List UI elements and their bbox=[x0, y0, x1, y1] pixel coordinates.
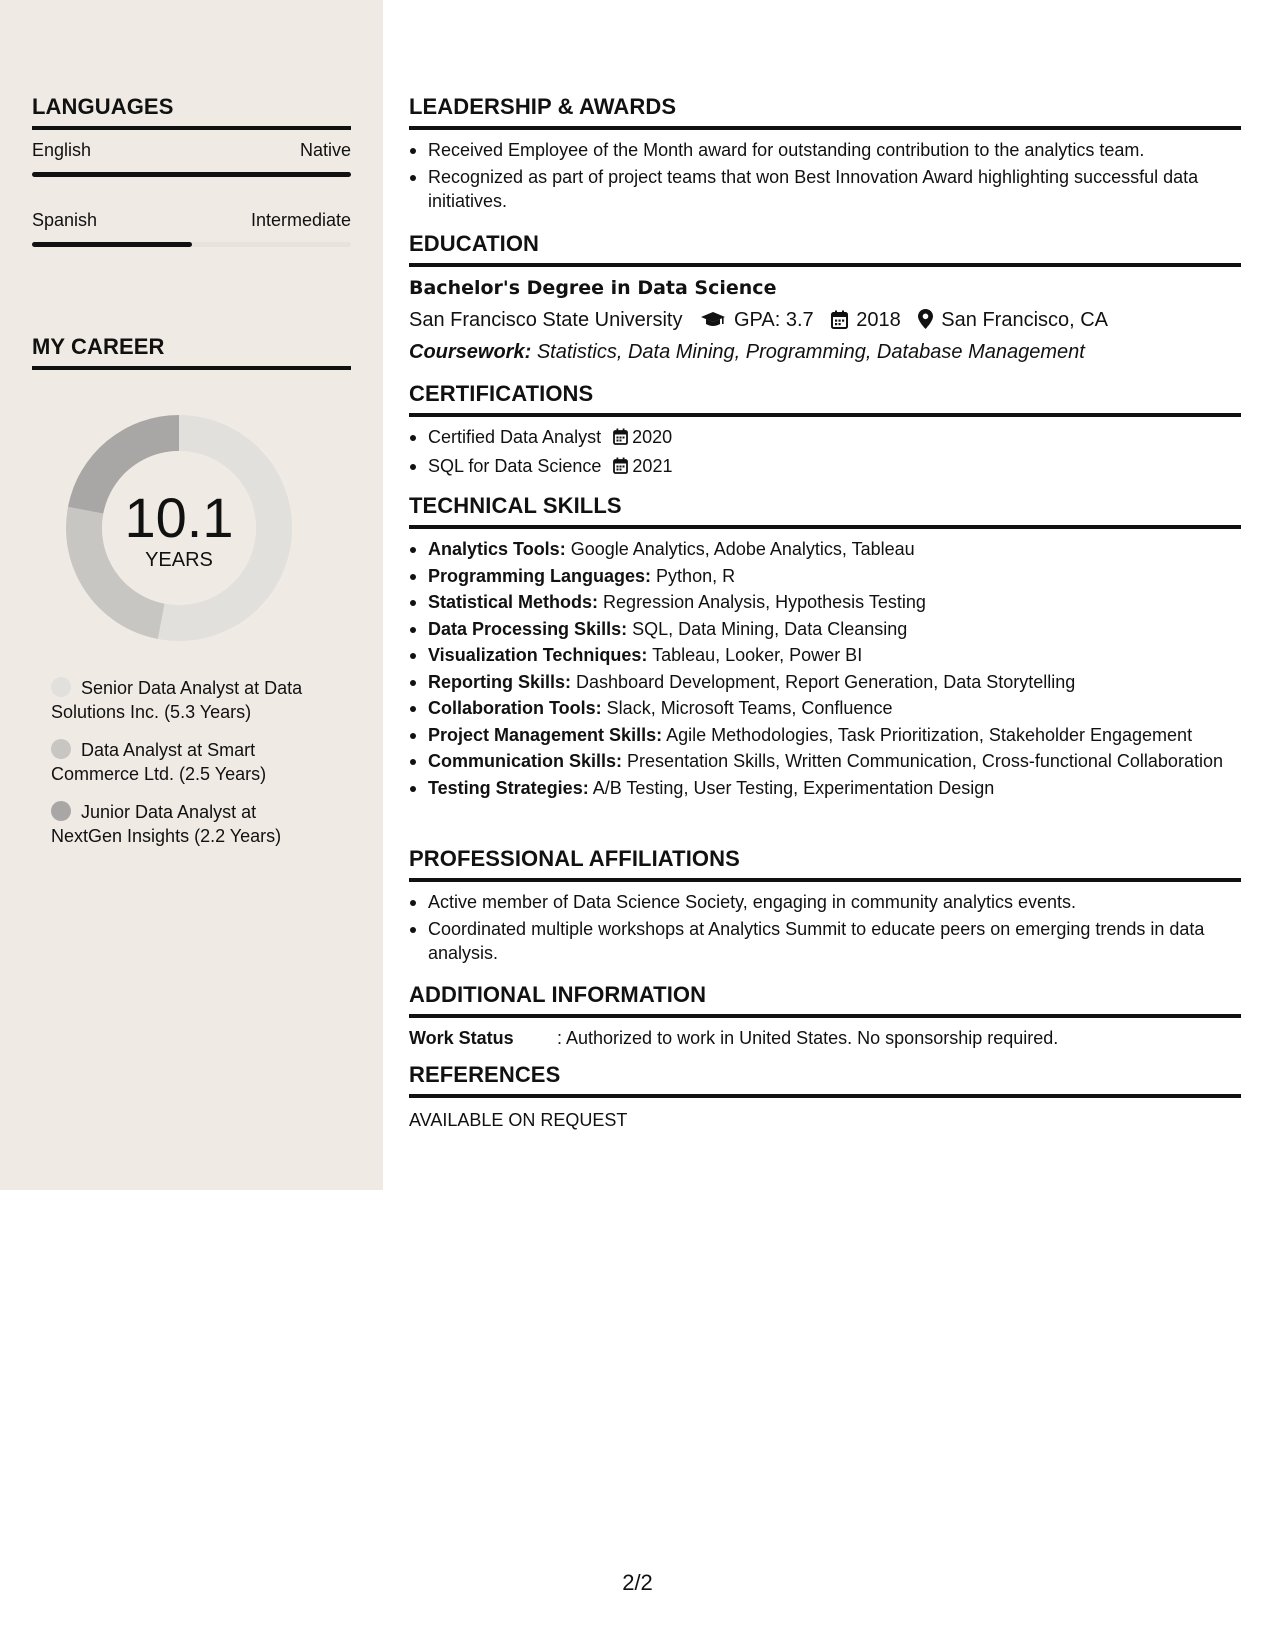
skill-label: Reporting Skills: bbox=[428, 671, 572, 692]
certification-item bbox=[409, 425, 1241, 451]
work-status-value: : Authorized to work in United States. No sponsorship required. bbox=[557, 1028, 1059, 1048]
career-donut-chart bbox=[66, 415, 292, 641]
skill-item bbox=[409, 537, 1241, 561]
language-name: Spanish bbox=[32, 210, 98, 230]
page-number: 2/2 bbox=[622, 1570, 653, 1595]
additional-info-section bbox=[409, 982, 1241, 1049]
affiliations-heading: PROFESSIONAL AFFILIATIONS bbox=[409, 846, 1241, 882]
skill-item bbox=[409, 564, 1241, 588]
language-name: English bbox=[32, 140, 92, 160]
skill-label: Visualization Techniques: bbox=[428, 645, 648, 665]
legend-dot bbox=[51, 677, 71, 697]
graduation-cap-icon bbox=[700, 310, 726, 336]
career-legend-item bbox=[51, 676, 331, 724]
certifications-section bbox=[409, 381, 1241, 483]
skill-value: Python, R bbox=[656, 565, 736, 586]
skill-value: Regression Analysis, Hypothesis Testing bbox=[603, 592, 926, 612]
legend-dot bbox=[51, 739, 71, 759]
skill-value: Google Analytics, Adobe Analytics, Tableau bbox=[570, 539, 915, 559]
work-status-row bbox=[409, 1028, 1241, 1049]
skill-value: A/B Testing, User Testing, Experimentation Design bbox=[592, 777, 995, 798]
technical-skills-heading: TECHNICAL SKILLS bbox=[409, 493, 1241, 529]
list-item: Recognized as part of project teams that won Best Innovation Award highlighting successful data initiatives. bbox=[409, 165, 1241, 213]
skill-item bbox=[409, 617, 1241, 641]
graduation-year: 2018 bbox=[856, 309, 901, 331]
technical-skills-section bbox=[409, 493, 1241, 802]
languages-heading: LANGUAGES bbox=[32, 94, 351, 130]
language-level: Intermediate bbox=[250, 210, 351, 230]
career-total-years: 10.1 bbox=[124, 486, 234, 549]
calendar-icon bbox=[613, 456, 628, 480]
affiliations-section bbox=[409, 846, 1241, 968]
certification-name: Certified Data Analyst bbox=[428, 427, 602, 447]
language-bar-track bbox=[32, 172, 351, 177]
education-details bbox=[409, 307, 1241, 336]
leadership-section bbox=[409, 94, 1241, 216]
career-role-label: Senior Data Analyst at Data Solutions Inc. (5.3 Years) bbox=[51, 678, 303, 722]
certification-year: 2021 bbox=[632, 456, 673, 476]
skill-item bbox=[409, 776, 1241, 800]
career-legend-item bbox=[51, 738, 331, 786]
career-section bbox=[32, 334, 351, 370]
education-heading: EDUCATION bbox=[409, 231, 1241, 267]
skill-label: Testing Strategies: bbox=[428, 777, 589, 798]
skill-label: Data Processing Skills: bbox=[428, 618, 628, 639]
skill-value: Slack, Microsoft Teams, Confluence bbox=[606, 698, 893, 718]
coursework bbox=[409, 341, 1241, 364]
leadership-heading: LEADERSHIP & AWARDS bbox=[409, 94, 1241, 130]
references-heading: REFERENCES bbox=[409, 1062, 1241, 1098]
coursework-label: Coursework: bbox=[409, 341, 532, 363]
career-heading: MY CAREER bbox=[32, 334, 351, 370]
skill-value: SQL, Data Mining, Data Cleansing bbox=[632, 618, 908, 639]
skill-item bbox=[409, 670, 1241, 694]
career-total-unit: YEARS bbox=[145, 549, 213, 571]
calendar-icon bbox=[831, 310, 848, 336]
school-name: San Francisco State University bbox=[409, 309, 683, 331]
skill-label: Analytics Tools: bbox=[428, 539, 566, 559]
work-status-label: Work Status bbox=[409, 1028, 514, 1048]
career-legend-item bbox=[51, 800, 331, 848]
references-section bbox=[409, 1062, 1241, 1131]
list-item: Received Employee of the Month award for outstanding contribution to the analytics team. bbox=[409, 138, 1241, 162]
school-location: San Francisco, CA bbox=[941, 309, 1109, 331]
skill-item bbox=[409, 590, 1241, 614]
language-row-english bbox=[32, 130, 351, 200]
career-role-label: Data Analyst at Smart Commerce Ltd. (2.5 Years) bbox=[51, 740, 267, 784]
language-row-spanish bbox=[32, 200, 351, 270]
legend-dot bbox=[51, 801, 71, 821]
skill-item bbox=[409, 696, 1241, 720]
skill-value: Tableau, Looker, Power BI bbox=[652, 645, 863, 665]
skill-item bbox=[409, 749, 1241, 773]
calendar-icon bbox=[613, 427, 628, 451]
skill-value: Dashboard Development, Report Generation, Data Storytelling bbox=[576, 671, 1076, 692]
additional-info-heading: ADDITIONAL INFORMATION bbox=[409, 982, 1241, 1018]
certifications-heading: CERTIFICATIONS bbox=[409, 381, 1241, 417]
degree-title: Bachelor's Degree in Data Science bbox=[409, 277, 777, 299]
certification-name: SQL for Data Science bbox=[428, 456, 602, 476]
sidebar bbox=[0, 0, 383, 1190]
references-text: AVAILABLE ON REQUEST bbox=[409, 1110, 628, 1130]
skill-value: Presentation Skills, Written Communication, Cross-functional Collaboration bbox=[627, 751, 1223, 771]
skill-label: Programming Languages: bbox=[428, 565, 652, 586]
education-section bbox=[409, 231, 1241, 364]
list-item: Active member of Data Science Society, engaging in community analytics events. bbox=[409, 890, 1241, 914]
language-level: Native bbox=[299, 140, 351, 160]
certification-item bbox=[409, 454, 1241, 480]
list-item: Coordinated multiple workshops at Analytics Summit to educate peers on emerging trends in data analysis. bbox=[409, 917, 1241, 965]
language-bar-fill bbox=[32, 242, 192, 247]
skill-value: Agile Methodologies, Task Prioritization, Stakeholder Engagement bbox=[666, 724, 1193, 745]
languages-section bbox=[32, 94, 351, 270]
career-role-label: Junior Data Analyst at NextGen Insights (2.2 Years) bbox=[51, 802, 282, 846]
location-pin-icon bbox=[918, 309, 933, 336]
skill-label: Project Management Skills: bbox=[428, 724, 663, 745]
skill-item bbox=[409, 643, 1241, 667]
gpa: GPA: 3.7 bbox=[734, 309, 814, 331]
certification-year: 2020 bbox=[632, 427, 673, 447]
language-bar-fill bbox=[32, 172, 351, 177]
skill-label: Collaboration Tools: bbox=[428, 698, 602, 718]
skill-item bbox=[409, 723, 1241, 747]
skill-label: Statistical Methods: bbox=[428, 592, 599, 612]
skill-label: Communication Skills: bbox=[428, 751, 623, 771]
coursework-list: Statistics, Data Mining, Programming, Database Management bbox=[536, 341, 1085, 363]
language-bar-track bbox=[32, 242, 351, 247]
